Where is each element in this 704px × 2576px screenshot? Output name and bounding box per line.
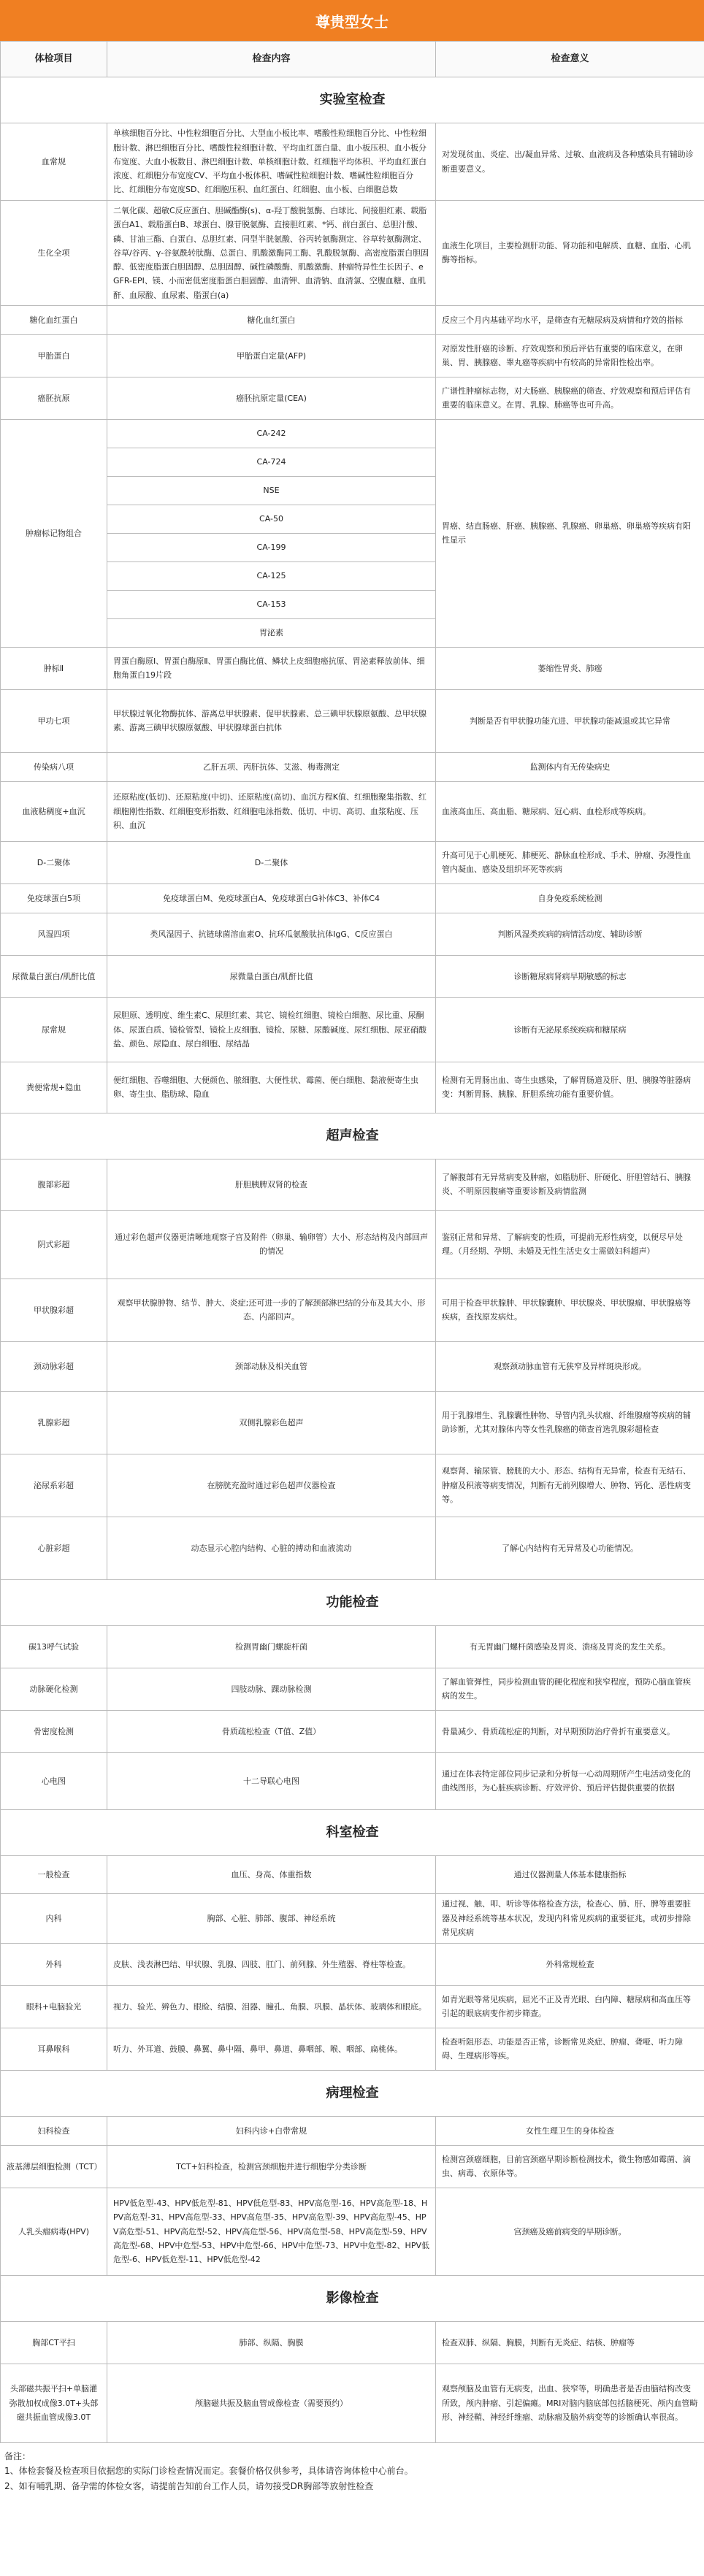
item-content: 颈部动脉及相关血管 <box>107 1341 436 1391</box>
item-content: 颅脑磁共振及脑血管成像检查（需要预约） <box>107 2364 436 2442</box>
table-row <box>1 2145 704 2188</box>
item-name: 眼科+电脑验光 <box>1 1985 107 2028</box>
tumor-marker: NSE <box>107 476 435 505</box>
item-content: 肺部、纵隔、胸膜 <box>107 2321 436 2364</box>
item-meaning: 宫颈癌及癌前病变的早期诊断。 <box>436 2188 704 2275</box>
item-content: 二氧化碳、超敏C反应蛋白、胆碱酯酶(s)、α-羟丁酸脱氢酶、白球比、间接胆红素、载脂蛋白A1、载脂蛋白B、球蛋白、腺苷脱氨酶、直接胆红素、*钙、前白蛋白、总胆汁酸、磷、甘油三酯、白蛋白、总胆红素、同型半胱氨酸、谷丙转氨酶测定、谷草转氨酶测定、谷草/谷丙、γ-谷氨酰转肽酶、总蛋白、肌酸激酶同工酶、乳酸脱氢酶、高密度脂蛋白胆固醇、低密度脂蛋白胆固醇、总胆固醇、碱性磷酸酶、肌酸激酶、肿瘤特异性生长因子、eGFR-EPI、镁、小而密低密度脂蛋白胆固醇、血清钾、血清钠、血清氯、空腹血糖、血肌酐、血尿酸、血尿素、脂蛋白(a) <box>107 201 436 306</box>
item-name: 一般检查 <box>1 1855 107 1893</box>
item-content: 妇科内诊+白带常规 <box>107 2116 436 2145</box>
table-row <box>1 997 704 1062</box>
item-content: 乙肝五项、丙肝抗体、艾滋、梅毒测定 <box>107 752 436 781</box>
item-name: 心电图 <box>1 1752 107 1809</box>
item-meaning: 反应三个月内基础平均水平，是筛查有无糖尿病及病情和疗效的指标 <box>436 305 704 334</box>
item-name: 血常规 <box>1 123 107 201</box>
item-name: 尿常规 <box>1 997 107 1062</box>
section-ultrasound <box>1 1113 704 1159</box>
table-row <box>1 883 704 913</box>
item-content: TCT+妇科检查，检测宫颈细胞并进行细胞学分类诊断 <box>107 2145 436 2188</box>
item-meaning: 观察颈动脉血管有无狭窄及异样斑块形成。 <box>436 1341 704 1391</box>
item-content: 尿胆原、透明度、维生素C、尿胆红素、其它、镜检红细胞、镜检白细胞、尿比重、尿酮体、尿蛋白质、镜检管型、镜检上皮细胞、镜检、尿糖、尿酸碱度、尿红细胞、尿亚硝酸盐、颜色、尿隐血、尿白细胞、尿结晶 <box>107 997 436 1062</box>
item-content: 肝胆胰脾双肾的检查 <box>107 1159 436 1210</box>
item-content: 骨质疏松检查（T值、Z值） <box>107 1710 436 1752</box>
item-content: 四肢动脉、踝动脉检测 <box>107 1668 436 1710</box>
tumor-marker: 胃泌素 <box>259 628 283 638</box>
item-meaning: 对发现贫血、炎症、出/凝血异常、过敏、血液病及各种感染具有辅助诊断重要意义。 <box>436 123 704 201</box>
item-name: 动脉硬化检测 <box>1 1668 107 1710</box>
table-row <box>1 1752 704 1809</box>
item-content: 癌胚抗原定量(CEA) <box>107 377 436 419</box>
item-content: D-二聚体 <box>107 841 436 883</box>
item-name: 心脏彩超 <box>1 1517 107 1579</box>
item-meaning: 检查听阻形态、功能是否正常，诊断常见炎症、肿瘤、聋哑、听力障碍、生理病形等疾。 <box>436 2028 704 2070</box>
item-meaning: 了解腹部有无异常病变及肿瘤，如脂肪肝、肝硬化、肝胆管结石、胰腺炎、不明原因腹痛等重要诊断及病情监测 <box>436 1159 704 1210</box>
section-pathology <box>1 2070 704 2116</box>
item-meaning: 骨量减少、骨质疏松症的判断，对早期预防治疗骨折有重要意义。 <box>436 1710 704 1752</box>
item-name: 糖化血红蛋白 <box>1 305 107 334</box>
table-row <box>1 913 704 955</box>
item-meaning: 血液生化项目，主要检测肝功能、肾功能和电解质、血糖、血脂、心肌酶等指标。 <box>436 201 704 306</box>
item-meaning: 如青光眼等常见疾病，屈光不正及青光眼、白内障、糖尿病和高血压等引起的眼底病变作初步筛查。 <box>436 1985 704 2028</box>
item-name: 肿标Ⅱ <box>1 647 107 689</box>
item-name: 外科 <box>1 1943 107 1985</box>
table-row <box>1 201 704 306</box>
item-name: 泌尿系彩超 <box>1 1454 107 1517</box>
item-meaning: 鉴别正常和异常、了解病变的性质，可提前无形性病变，以便尽早处理。（月经期、孕期、未婚及无性生活史女士需做妇科超声） <box>436 1210 704 1279</box>
item-name: 免疫球蛋白5项 <box>1 883 107 913</box>
table-row <box>1 1668 704 1710</box>
item-meaning: 诊断有无泌尿系统疾病和糖尿病 <box>436 997 704 1062</box>
table-row <box>1 1943 704 1985</box>
item-name: 甲胎蛋白 <box>1 334 107 377</box>
item-meaning: 判断是否有甲状腺功能亢进、甲状腺功能减退或其它异常 <box>436 689 704 752</box>
item-name: 粪便常规+隐血 <box>1 1062 107 1113</box>
item-content: 糖化血红蛋白 <box>107 305 436 334</box>
table-row <box>1 1625 704 1668</box>
item-content: 观察甲状腺肿物、结节、肿大、炎症;还可进一步的了解颈部淋巴结的分布及其大小、形态、内部回声。 <box>107 1279 436 1341</box>
item-meaning: 升高可见于心肌梗死、肺梗死、静脉血栓形成、手术、肿瘤、弥漫性血管内凝血、感染及组织坏死等疾病 <box>436 841 704 883</box>
item-name: 骨密度检测 <box>1 1710 107 1752</box>
item-content: 皮肤、浅表淋巴结、甲状腺、乳腺、四肢、肛门、前列腺、外生殖器、脊柱等检查。 <box>107 1943 436 1985</box>
table-row <box>1 1985 704 2028</box>
tumor-marker: CA-50 <box>107 505 435 533</box>
item-name: 碳13呼气试验 <box>1 1625 107 1668</box>
item-meaning: 检测有无胃肠出血、寄生虫感染，了解胃肠道及肝、胆、胰腺等脏器病变：判断胃肠、胰腺、肝胆系统功能有重要价值。 <box>436 1062 704 1113</box>
item-name: 腹部彩超 <box>1 1159 107 1210</box>
section-title: 实验室检查 <box>1 77 704 123</box>
item-name: 尿微量白蛋白/肌酐比值 <box>1 955 107 997</box>
table-row <box>1 1159 704 1210</box>
tumor-marker: CA-724 <box>107 448 435 476</box>
item-content: 动态显示心腔内结构、心脏的搏动和血液流动 <box>107 1517 436 1579</box>
item-meaning: 检查双肺、纵隔、胸膜，判断有无炎症、结核、肿瘤等 <box>436 2321 704 2364</box>
item-name: 甲状腺彩超 <box>1 1279 107 1341</box>
table-row <box>1 689 704 752</box>
item-content: 检测胃幽门螺旋杆菌 <box>107 1625 436 1668</box>
section-function <box>1 1579 704 1625</box>
item-meaning: 用于乳腺增生、乳腺囊性肿物、导管内乳头状瘤、纤维腺瘤等疾病的辅助诊断，尤其对腺体内等女性乳腺癌的筛查首选乳腺彩超检查 <box>436 1391 704 1454</box>
table-row <box>1 752 704 781</box>
table-row <box>1 305 704 334</box>
section-title: 影像检查 <box>1 2275 704 2321</box>
item-meaning: 了解心内结构有无异常及心功能情况。 <box>436 1517 704 1579</box>
item-meaning: 胃癌、结直肠癌、肝癌、胰腺癌、乳腺癌、卵巢癌、卵巢癌等疾病有阳性显示 <box>436 419 704 647</box>
page-title: 尊贵型女士 <box>0 0 704 41</box>
header-meaning: 检查意义 <box>436 42 704 77</box>
item-content: 胸部、心脏、肺部、腹部、神经系统 <box>107 1893 436 1943</box>
table-row <box>1 334 704 377</box>
table-row <box>1 2188 704 2275</box>
item-name: 颈动脉彩超 <box>1 1341 107 1391</box>
header-content: 检查内容 <box>107 42 436 77</box>
item-content: 十二导联心电图 <box>107 1752 436 1809</box>
item-content: 视力、验光、辨色力、眼睑、结膜、泪器、瞳孔、角膜、巩膜、晶状体、玻璃体和眼底。 <box>107 1985 436 2028</box>
table-row <box>1 123 704 201</box>
item-meaning: 广谱性肿瘤标志物，对大肠癌、胰腺癌的筛查、疗效观察和预后评估有重要的临床意义。在胃、乳腺、肺癌等也可升高。 <box>436 377 704 419</box>
item-name: 妇科检查 <box>1 2116 107 2145</box>
table-row <box>1 419 704 647</box>
table-row <box>1 1279 704 1341</box>
item-name: 传染病八项 <box>1 752 107 781</box>
item-meaning: 女性生理卫生的身体检查 <box>436 2116 704 2145</box>
item-content: 便红细胞、吞噬细胞、大便颜色、脓细胞、大便性状、霉菌、便白细胞、黏液便寄生虫卵、寄生虫、脂肪球、隐血 <box>107 1062 436 1113</box>
table-row <box>1 1391 704 1454</box>
item-content: 双侧乳腺彩色超声 <box>107 1391 436 1454</box>
table-header-row <box>1 42 704 77</box>
tumor-marker: CA-125 <box>107 561 435 590</box>
table-row <box>1 1710 704 1752</box>
table-row <box>1 1893 704 1943</box>
item-meaning: 通过仪器测量人体基本健康指标 <box>436 1855 704 1893</box>
item-name: 人乳头瘤病毒(HPV) <box>1 2188 107 2275</box>
table-row <box>1 647 704 689</box>
item-content: 免疫球蛋白M、免疫球蛋白A、免疫球蛋白G补体C3、补体C4 <box>107 883 436 913</box>
item-content: 胃蛋白酶原Ⅰ、胃蛋白酶原Ⅱ、胃蛋白酶比值、鳞状上皮细胞癌抗原、胃泌素释放前体、细胞角蛋白19片段 <box>107 647 436 689</box>
tumor-marker: CA-153 <box>107 590 435 618</box>
item-content: 通过彩色超声仪器更清晰地观察子宫及附件（卵巢、输卵管）大小、形态结构及内部回声的情况 <box>107 1210 436 1279</box>
item-name: 阴式彩超 <box>1 1210 107 1279</box>
item-meaning: 判断风湿类疾病的病情活动度、辅助诊断 <box>436 913 704 955</box>
item-meaning: 监测体内有无传染病史 <box>436 752 704 781</box>
table-row <box>1 1454 704 1517</box>
section-title: 科室检查 <box>1 1809 704 1855</box>
item-content: 在膀胱充盈时通过彩色超声仪器检查 <box>107 1454 436 1517</box>
exam-table <box>0 41 704 2443</box>
table-row <box>1 955 704 997</box>
notes-line-2: 2、如有哺乳期、备孕需的体检女客，请提前告知前台工作人员，请勿接受DR胸部等放射性检查 <box>4 2480 374 2491</box>
item-name: 生化全项 <box>1 201 107 306</box>
item-name: 头部磁共振平扫+单脑灌弥散加权成像3.0T+头部磁共振血管成像3.0T <box>1 2364 107 2442</box>
table-row <box>1 2321 704 2364</box>
item-content: 单核细胞百分比、中性粒细胞百分比、大型血小板比率、嗜酸性粒细胞百分比、中性粒细胞计数、淋巴细胞百分比、嗜酸性粒细胞计数、平均血红蛋白量、血小板压积、血小板分布宽度、大血小板数目、淋巴细胞计数、单核细胞计数、红细胞平均体积、平均血红蛋白浓度、红细胞分布宽度CV、平均血小板体积、嗜碱性粒细胞计数、嗜碱性粒细胞百分比、红细胞分布宽度SD、红细胞压积、血红蛋白、红细胞、血小板、白细胞总数 <box>107 123 436 201</box>
item-meaning: 可用于检查甲状腺肿、甲状腺囊肿、甲状腺炎、甲状腺瘤、甲状腺癌等疾病，查找原发病灶。 <box>436 1279 704 1341</box>
item-meaning: 外科常规检查 <box>436 1943 704 1985</box>
table-row <box>1 1210 704 1279</box>
table-row <box>1 2116 704 2145</box>
item-meaning: 有无胃幽门螺杆菌感染及胃炎、溃疡及胃炎的发生关系。 <box>436 1625 704 1668</box>
table-row <box>1 2028 704 2070</box>
section-title: 病理检查 <box>1 2070 704 2116</box>
section-dept <box>1 1809 704 1855</box>
item-meaning: 通过视、触、叩、听诊等体格检查方法，检查心、肺、肝、脾等重要脏器及神经系统等基本状况，发现内科常见疾病的重要征兆，或初步排除常见疾病 <box>436 1893 704 1943</box>
item-name: 液基薄层细胞检测（TCT） <box>1 2145 107 2188</box>
tumor-marker: CA-199 <box>107 533 435 561</box>
header-item: 体检项目 <box>1 42 107 77</box>
notes <box>0 2443 704 2499</box>
table-row <box>1 1517 704 1579</box>
tumor-marker-list <box>107 419 436 647</box>
table-row <box>1 1341 704 1391</box>
section-title: 超声检查 <box>1 1113 704 1159</box>
item-meaning: 通过在体表特定部位同步记录和分析每一心动周期所产生电活动变化的曲线图形，为心脏疾病诊断、疗效评价、预后评估提供重要的依据 <box>436 1752 704 1809</box>
item-meaning: 对原发性肝癌的诊断、疗效观察和预后评估有重要的临床意义，在卵巢、胃、胰腺癌、睾丸癌等疾病中有较高的异常阳性检出率。 <box>436 334 704 377</box>
item-name: 癌胚抗原 <box>1 377 107 419</box>
section-lab <box>1 77 704 123</box>
table-row <box>1 1062 704 1113</box>
table-row <box>1 1855 704 1893</box>
item-content: 甲胎蛋白定量(AFP) <box>107 334 436 377</box>
notes-title: 备注： <box>4 2450 31 2461</box>
item-name: D-二聚体 <box>1 841 107 883</box>
section-title: 功能检查 <box>1 1579 704 1625</box>
item-name: 耳鼻喉科 <box>1 2028 107 2070</box>
item-name: 肿瘤标记物组合 <box>1 419 107 647</box>
item-content: 甲状腺过氧化物酶抗体、游离总甲状腺素、促甲状腺素、总三碘甲状腺原氨酸、总甲状腺素、游离三碘甲状腺原氨酸、甲状腺球蛋白抗体 <box>107 689 436 752</box>
item-content: 血压、身高、体重指数 <box>107 1855 436 1893</box>
table-row <box>1 377 704 419</box>
item-meaning: 血液高血压、高血脂、糖尿病、冠心病、血栓形成等疾病。 <box>436 781 704 841</box>
section-imaging <box>1 2275 704 2321</box>
item-content: 听力、外耳道、鼓膜、鼻翼、鼻中隔、鼻甲、鼻道、鼻咽部、喉、咽部、扁桃体。 <box>107 2028 436 2070</box>
item-content: 尿微量白蛋白/肌酐比值 <box>107 955 436 997</box>
table-row <box>1 841 704 883</box>
item-meaning: 了解血管弹性，同步检测血管的硬化程度和狭窄程度，预防心脑血管疾病的发生。 <box>436 1668 704 1710</box>
item-meaning: 诊断糖尿病肾病早期敏感的标志 <box>436 955 704 997</box>
item-meaning: 萎缩性胃炎、肺癌 <box>436 647 704 689</box>
item-meaning: 观察肾、输尿管、膀胱的大小、形态、结构有无异常，检查有无结石、肿瘤及积液等病变情况，判断有无前列腺增大、肿物、钙化、恶性病变等。 <box>436 1454 704 1517</box>
item-content: HPV低危型-43、HPV低危型-81、HPV低危型-83、HPV高危型-16、HPV高危型-18、HPV高危型-31、HPV高危型-33、HPV高危型-35、HPV高危型-39、HPV高危型-45、HPV高危型-51、HPV高危型-52、HPV高危型-56、HPV高危型-58、HPV高危型-59、HPV高危型-68、HPV中危型-53、HPV中危型-66、HPV中危型-73、HPV中危型-82、HPV低危型-6、HPV低危型-11、HPV低危型-42 <box>107 2188 436 2275</box>
notes-line-1: 1、体检套餐及检查项目依据您的实际门诊检查情况而定。套餐价格仅供参考，具体请咨询体检中心前台。 <box>4 2466 413 2477</box>
item-content: 类风湿因子、抗链球菌溶血素O、抗环瓜氨酸肽抗体IgG、C反应蛋白 <box>107 913 436 955</box>
item-meaning: 自身免疫系统检测 <box>436 883 704 913</box>
item-content: 还原粘度(低切)、还原粘度(中切)、还原粘度(高切)、血沉方程K值、红细胞聚集指数、红细胞刚性指数、红细胞变形指数、红细胞电泳指数、低切、中切、高切、血浆粘度、压积、血沉 <box>107 781 436 841</box>
item-name: 胸部CT平扫 <box>1 2321 107 2364</box>
item-name: 乳腺彩超 <box>1 1391 107 1454</box>
item-name: 内科 <box>1 1893 107 1943</box>
item-name: 风湿四项 <box>1 913 107 955</box>
item-name: 血液粘稠度+血沉 <box>1 781 107 841</box>
table-row <box>1 2364 704 2442</box>
item-meaning: 检测宫颈癌细胞，目前宫颈癌早期诊断检测技术，微生物感如霉菌、滴虫、病毒、衣原体等。 <box>436 2145 704 2188</box>
item-name: 甲功七项 <box>1 689 107 752</box>
item-meaning: 观察颅脑及血管有无病变，出血、狭窄等，明确患者是否由脑结构改变所致，颅内肿瘤、引起偏瘫。MRI对脑内脑底部包括脑梗死、颅内血管畸形、神经鞘、神经纤维瘤、动脉瘤及脑外病变等的诊断确认率很高。 <box>436 2364 704 2442</box>
tumor-marker: CA-242 <box>107 420 435 448</box>
table-row <box>1 781 704 841</box>
